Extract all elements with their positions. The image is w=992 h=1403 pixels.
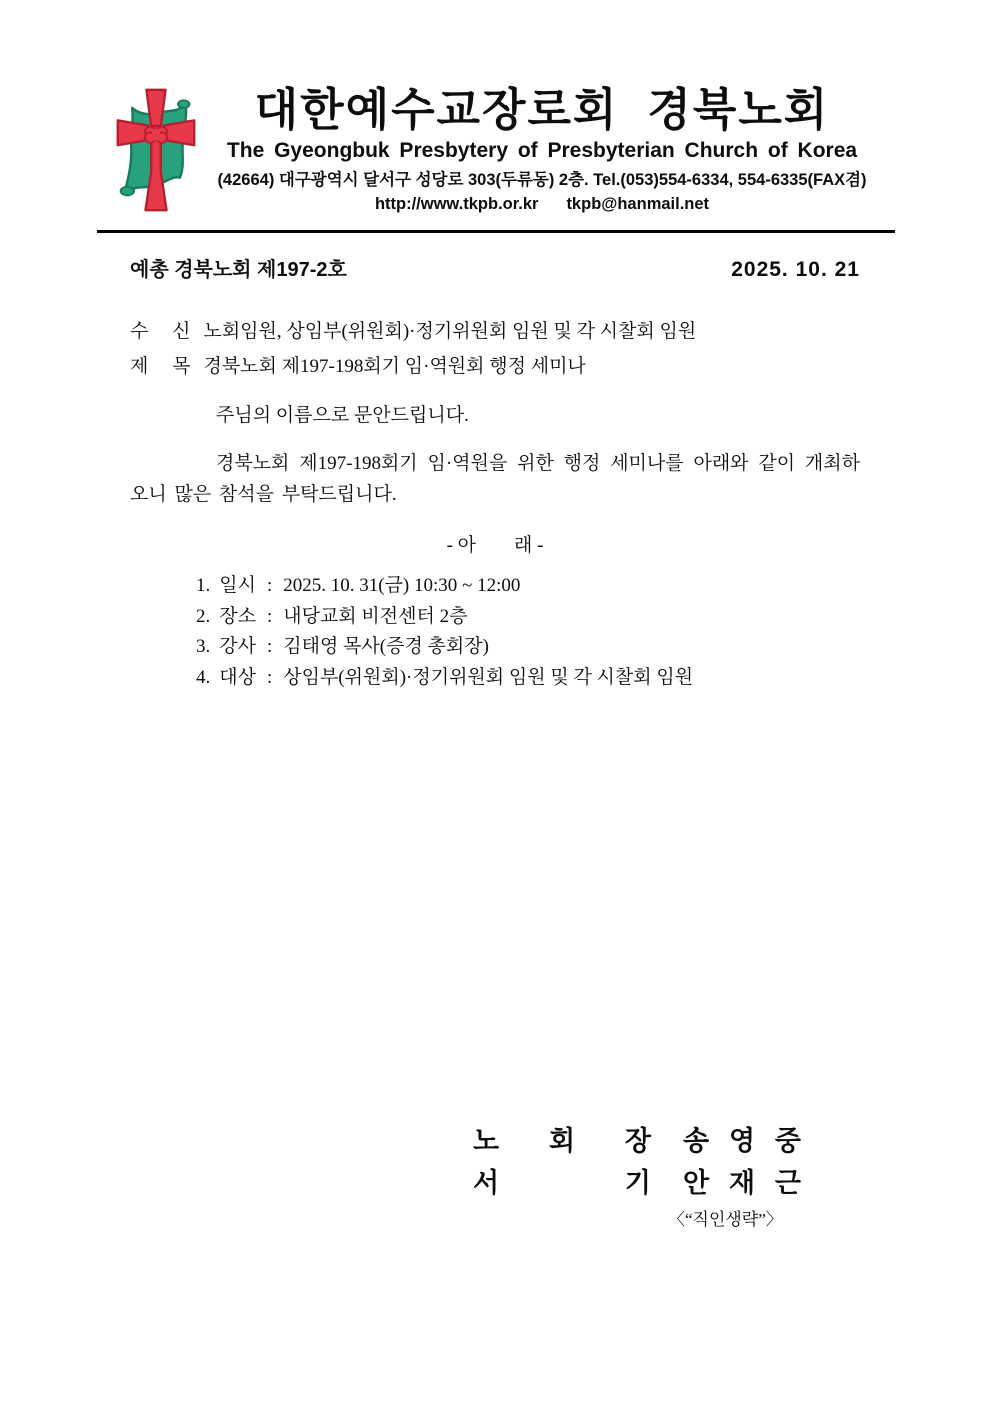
greeting-line: 주님의 이름으로 문안드립니다. <box>216 405 469 427</box>
org-contact-line <box>199 195 885 215</box>
title-char: 장 <box>624 1126 651 1157</box>
main-paragraph: 경북노회 제197-198회기 임·역원을 위한 행정 세미나를 아래와 같이 개최하오니 많은 참석을 부탁드립니다. <box>130 453 860 506</box>
title-char: 기 <box>624 1168 651 1199</box>
letter-content <box>130 253 860 1230</box>
detail-value: 2025. 10. 31(금) 10:30 ~ 12:00 <box>283 575 521 597</box>
recipient-label: 수 신 <box>130 321 191 343</box>
org-name-korean: 대한예수교장로회 경북노회 <box>254 84 830 135</box>
document-meta-row <box>130 253 860 282</box>
secretary-name <box>683 1161 801 1200</box>
detail-value: 내당교회 비전센터 2층 <box>283 605 468 627</box>
detail-row-lecturer <box>196 632 860 663</box>
letterhead <box>97 86 895 233</box>
detail-label: 장소 <box>219 605 256 627</box>
detail-separator: : <box>266 605 273 627</box>
subject-label: 제 목 <box>130 356 191 378</box>
secretary-signature-row <box>473 1161 860 1203</box>
name-char: 근 <box>774 1168 801 1199</box>
title-char: 노 <box>473 1126 500 1157</box>
letterhead-text <box>199 86 895 214</box>
org-website: http://www.tkpb.or.kr <box>374 194 539 213</box>
org-email: tkpb@hanmail.net <box>566 194 710 213</box>
detail-separator: : <box>266 575 273 597</box>
subject-value: 경북노회 제197-198회기 임·역원회 행정 세미나 <box>203 356 586 378</box>
detail-number: 1. <box>196 575 211 597</box>
detail-number: 3. <box>196 636 211 658</box>
document-number: 예총 경북노회 제197-2호 <box>130 259 347 282</box>
church-logo-icon <box>113 86 199 214</box>
detail-label: 대상 <box>219 666 256 688</box>
detail-row-place <box>196 602 860 633</box>
detail-label: 일시 <box>219 575 256 597</box>
document-date: 2025. 10. 21 <box>731 258 860 282</box>
title-char: 서 <box>473 1168 500 1199</box>
subject-row <box>130 349 860 384</box>
detail-label: 강사 <box>219 636 256 658</box>
detail-number: 2. <box>196 605 211 627</box>
moderator-title <box>473 1119 651 1158</box>
moderator-name <box>683 1119 801 1158</box>
detail-number: 4. <box>196 666 211 688</box>
detail-value: 상임부(위원회)·정기위원회 임원 및 각 시찰회 임원 <box>283 666 694 688</box>
seal-omitted-note: 〈“직인생략”〉 <box>668 1210 783 1230</box>
event-details-list <box>130 571 860 693</box>
below-divider: - 아 래 - <box>446 535 544 557</box>
secretary-title <box>473 1161 651 1200</box>
title-char: 회 <box>548 1126 576 1157</box>
signature-block <box>130 1119 860 1230</box>
recipient-row <box>130 314 860 349</box>
detail-separator: : <box>266 636 273 658</box>
name-char: 안 <box>683 1168 710 1199</box>
detail-value: 김태영 목사(증경 총회장) <box>283 636 489 658</box>
detail-row-datetime <box>196 571 860 602</box>
detail-separator: : <box>266 666 273 688</box>
recipient-value: 노회임원, 상임부(위원회)·정기위원회 임원 및 각 시찰회 임원 <box>203 321 697 343</box>
letterhead-inner <box>97 86 895 214</box>
org-address: (42664) 대구광역시 달서구 성당로 303(두류동) 2층. Tel.(053)554-6334, 554-6335(FAX겸) <box>217 170 867 189</box>
name-char: 영 <box>728 1126 756 1157</box>
name-char: 재 <box>728 1168 756 1199</box>
name-char: 송 <box>683 1126 710 1157</box>
letter-fields <box>130 314 860 384</box>
moderator-signature-row <box>473 1119 860 1161</box>
org-name-english: The Gyeongbuk Presbytery of Presbyterian Church of Korea <box>226 138 858 162</box>
name-char: 중 <box>774 1126 801 1157</box>
detail-row-audience <box>196 663 860 694</box>
